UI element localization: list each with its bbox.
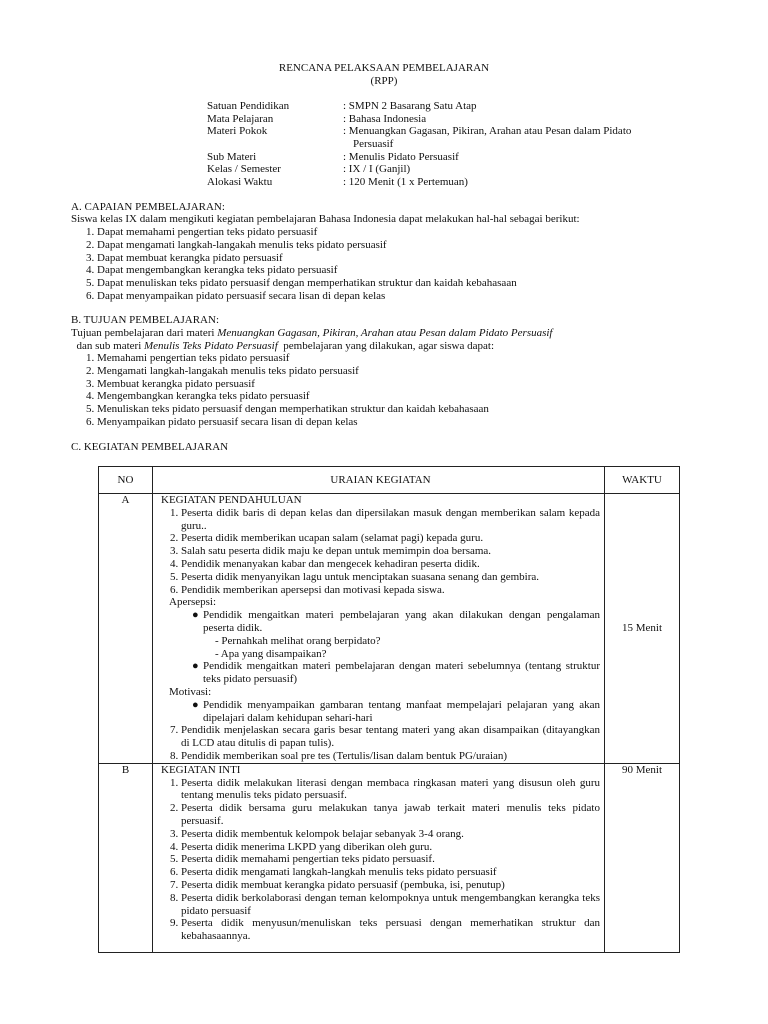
list-item: 7. Peserta didik membuat kerangka pidato persuasif (pembuka, isi, penutup) [181,879,600,892]
section-b-heading: B. TUJUAN PEMBELAJARAN: [71,314,220,326]
list-item: 2. Peserta didik memberikan ucapan salam (selamat pagi) kepada guru. [181,532,600,545]
list-item: 1. Peserta didik melakukan literasi dengan membaca ringkasan materi yang disusun oleh guru tentang menulis teks pidato persuasif. [181,777,600,803]
doc-subtitle: (RPP) [370,75,398,87]
kegiatan-table [98,466,680,953]
bullet-icon: ● [192,660,199,673]
list-item: 2. Mengamati langkah-langakah menulis teks pidato persuasif [97,365,697,378]
dash-item: - Pernahkah melihat orang berpidato? [215,634,381,647]
section-a-heading: A. CAPAIAN PEMBELAJARAN: [71,201,225,213]
identity-label: Alokasi Waktu [207,176,273,188]
apersepsi-list-2 [161,660,600,686]
identity-value: : IX / I (Ganjil) [343,163,411,175]
motivasi-label: Motivasi: [169,685,212,698]
bullet-icon: ● [192,609,199,622]
list-item: 5. Peserta didik menyanyikan lagu untuk menciptakan suasana senang dan gembira. [181,571,600,584]
section-b-intro-2 [71,340,691,353]
identity-label: Satuan Pendidikan [207,100,290,112]
list-item: 2. Peserta didik bersama guru melakukan tanya jawab terkait materi menulis teks pidato persuasif. [181,802,600,828]
list-item: 4. Pendidik menanyakan kabar dan mengecek kehadiran peserta didik. [181,558,600,571]
list-item: 8. Peserta didik berkolaborasi dengan teman kelompoknya untuk mengembangkan kerangka teks pidato persuasif [181,892,600,918]
intro-text: dan sub materi [71,340,145,352]
row-b-list [161,777,600,943]
motivasi-list [161,699,600,725]
header-waktu: WAKTU [605,467,680,494]
row-a-list [161,507,600,597]
list-item: 4. Mengembangkan kerangka teks pidato persuasif [97,390,697,403]
section-b-list [71,352,697,429]
list-item: 6. Menyampaikan pidato persuasif secara lisan di depan kelas [97,416,697,429]
identity-value: : SMPN 2 Basarang Satu Atap [343,100,477,112]
intro-italic: Menulis Teks Pidato Persuasif [144,340,278,352]
row-a-list-2 [161,724,600,762]
row-a-title: KEGIATAN PENDAHULUAN [161,494,302,506]
table-row [99,494,680,764]
dash-item: - Apa yang disampaikan? [215,647,327,660]
section-c-heading: C. KEGIATAN PEMBELAJARAN [71,441,229,453]
list-item: 6. Dapat menyampaikan pidato persuasif secara lisan di depan kelas [97,290,697,303]
list-item: 6. Peserta didik mengamati langkah-langkah menulis teks pidato persuasif [181,866,600,879]
list-item: 6. Pendidik memberikan apersepsi dan motivasi kepada siswa. [181,584,600,597]
header-uraian: URAIAN KEGIATAN [153,467,605,494]
row-b-uraian [153,763,605,952]
list-item: 1. Memahami pengertian teks pidato persuasif [97,352,697,365]
bullet-text: Pendidik menyampaikan gambaran tentang manfaat mempelajari pelajaran yang akan dipelajari dalam kehidupan sehari-hari [203,698,600,724]
identity-label: Materi Pokok [207,125,268,137]
identity-value: : 120 Menit (1 x Pertemuan) [343,176,468,188]
row-b-no: B [99,763,153,952]
intro-italic: Menuangkan Gagasan, Pikiran, Arahan atau Pesan dalam Pidato Persuasif [217,327,553,339]
header-no: NO [99,467,153,494]
identity-value: : Menulis Pidato Persuasif [343,151,459,163]
list-item [192,660,600,686]
list-item: 8. Pendidik memberikan soal pre tes (Tertulis/lisan dalam bentuk PG/uraian) [181,750,600,763]
bullet-text: Pendidik mengaitkan materi pembelajaran dengan materi sebelumnya (tentang struktur teks pidato persuasif) [203,660,600,686]
list-item: 3. Peserta didik membentuk kelompok belajar sebanyak 3-4 orang. [181,828,600,841]
section-b-intro [71,327,691,340]
list-item: 2. Dapat mengamati langkah-langakah menulis teks pidato persuasif [97,239,697,252]
section-a-intro: Siswa kelas IX dalam mengikuti kegiatan pembelajaran Bahasa Indonesia dapat melakukan hal-hal sebagai berikut: [71,213,580,225]
identity-value: : Bahasa Indonesia [343,113,427,125]
intro-text: pembelajaran yang dilakukan, agar siswa dapat: [277,340,495,352]
list-item: 9. Peserta didik menyusun/menuliskan teks persuasi dengan memerhatikan struktur dan kebahasaannya. [181,917,600,943]
row-a-waktu: 15 Menit [605,494,680,764]
identity-value-wrap [343,125,683,151]
table-row [99,763,680,952]
bullet-text: Pendidik mengaitkan materi pembelajaran yang akan dilakukan dengan pengalaman peserta didik. [203,609,600,634]
section-a-list [71,226,697,303]
list-item: 3. Salah satu peserta didik maju ke depan untuk memimpin doa bersama. [181,545,600,558]
identity-label: Sub Materi [207,151,257,163]
apersepsi-list [161,609,600,635]
list-item: 3. Membuat kerangka pidato persuasif [97,378,697,391]
list-item: 1. Dapat memahami pengertian teks pidato persuasif [97,226,697,239]
identity-label: Mata Pelajaran [207,113,274,125]
doc-title: RENCANA PELAKSAAN PEMBELAJARAN [278,62,490,74]
table-header-row [99,467,680,494]
identity-label: Kelas / Semester [207,163,281,175]
list-item [192,609,600,635]
identity-value: : Menuangkan Gagasan, Pikiran, Arahan atau Pesan dalam Pidato [343,125,632,137]
row-a-uraian [153,494,605,764]
list-item: 7. Pendidik menjelaskan secara garis besar tentang materi yang akan disampaikan (ditayangkan di LCD atau ditulis di papan tulis). [181,724,600,750]
row-a-no: A [99,494,153,764]
list-item: 5. Peserta didik memahami pengertian teks pidato persuasif. [181,853,600,866]
list-item: 1. Peserta didik baris di depan kelas dan dipersilakan masuk dengan memberikan salam kepada guru.. [181,507,600,533]
list-item: 5. Dapat menuliskan teks pidato persuasif dengan memperhatikan struktur dan kaidah kebahasaan [97,277,697,290]
list-item: 3. Dapat membuat kerangka pidato persuasif [97,252,697,265]
list-item: 4. Dapat mengembangkan kerangka teks pidato persuasif [97,264,697,277]
list-item: 5. Menuliskan teks pidato persuasif dengan memperhatikan struktur dan kaidah kebahasaan [97,403,697,416]
intro-text: Tujuan pembelajaran dari materi [71,327,218,339]
row-b-waktu: 90 Menit [605,763,680,952]
apersepsi-label: Apersepsi: [169,596,217,609]
bullet-icon: ● [192,698,199,711]
identity-value-cont: Persuasif [353,137,394,150]
list-item [192,698,600,725]
row-b-title: KEGIATAN INTI [161,763,241,776]
list-item: 4. Peserta didik menerima LKPD yang diberikan oleh guru. [181,841,600,854]
